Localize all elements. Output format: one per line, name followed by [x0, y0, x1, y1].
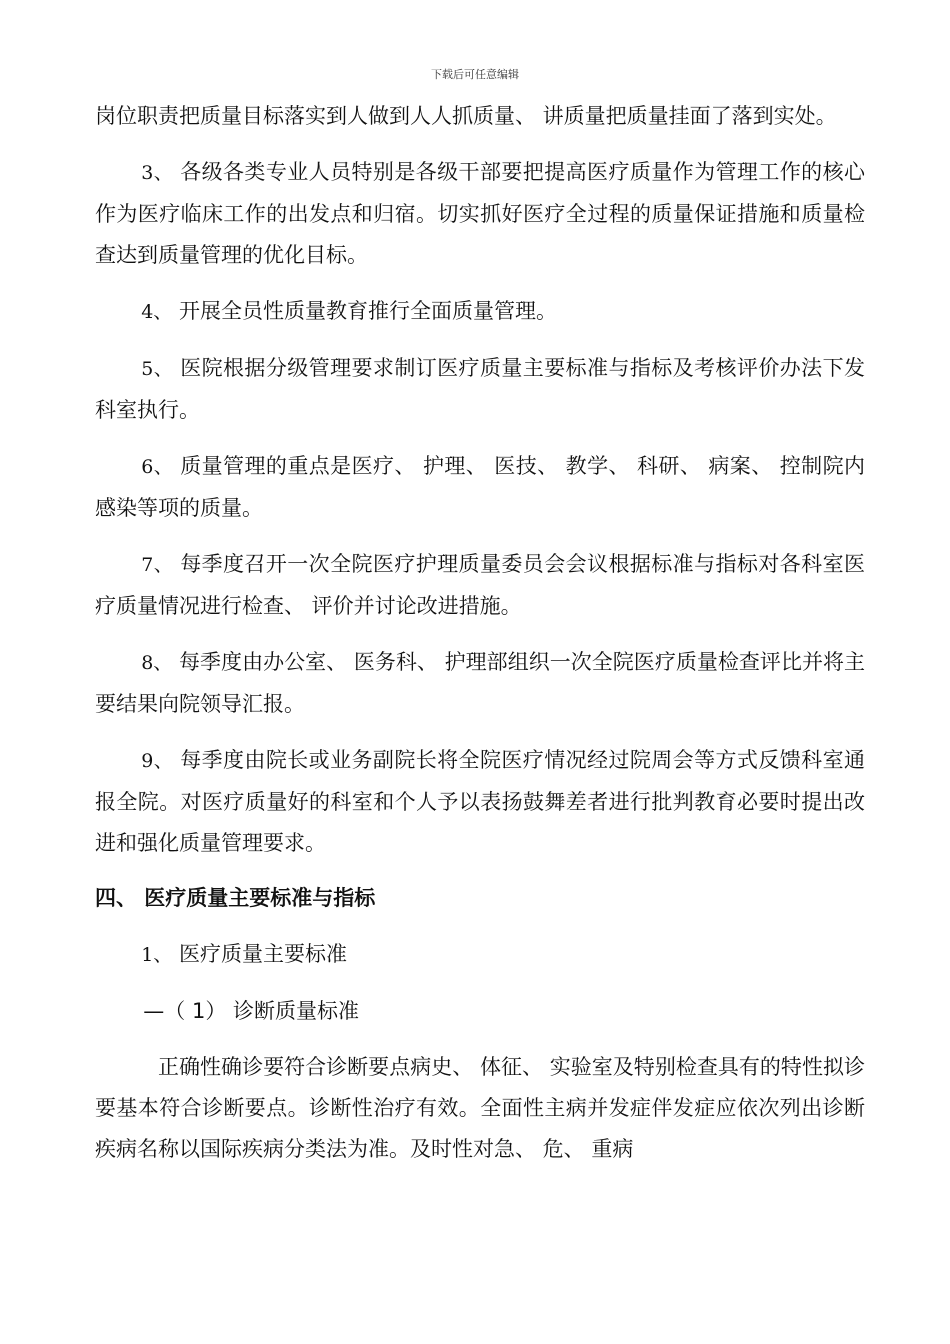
list-item-5: [95, 348, 865, 431]
subsection-heading: [95, 934, 865, 976]
list-number: 3、: [141, 162, 174, 184]
list-item-8: [95, 642, 865, 725]
document-body: [95, 96, 865, 1170]
page-header-note: 下载后可任意编辑: [431, 68, 519, 81]
list-item-3: [95, 152, 865, 276]
list-number: 8、: [141, 652, 173, 674]
list-item-text: 每季度由院长或业务副院长将全院医疗情况经过院周会等方式反馈科室通报全院。对医疗质量好的科室和个人予以表扬鼓舞差者进行批判教育必要时提出改进和强化质量管理要求。: [95, 748, 865, 855]
subsection-title: 医疗质量主要标准: [172, 942, 347, 966]
list-number: 7、: [141, 554, 174, 576]
list-number: 9、: [141, 750, 174, 772]
list-number: 4、: [141, 301, 173, 323]
section-heading: 四、 医疗质量主要标准与指标: [95, 886, 376, 910]
list-number: 1、: [141, 944, 173, 966]
list-number: 6、: [141, 456, 174, 478]
list-item-text: 开展全员性质量教育推行全面质量管理。: [172, 299, 557, 323]
list-item-6: [95, 446, 865, 529]
diagnosis-standard-paragraph: 正确性确诊要符合诊断要点病史、 体征、 实验室及特别检查具有的特性拟诊要基本符合诊断要点。诊断性治疗有效。全面性主病并发症伴发症应依次列出诊断疾病名称以国际疾病分类法为准。及时性对急、 危、 重病: [95, 1055, 865, 1161]
list-item-text: 每季度召开一次全院医疗护理质量委员会会议根据标准与指标对各科室医疗质量情况进行检查、 评价并讨论改进措施。: [95, 552, 865, 618]
paragraph-continuation: 岗位职责把质量目标落实到人做到人人抓质量、 讲质量把质量挂面了落到实处。: [95, 104, 837, 128]
list-number: 5、: [141, 358, 174, 380]
list-item-9: [95, 740, 865, 864]
list-item-text: 每季度由办公室、 医务科、 护理部组织一次全院医疗质量检查评比并将主要结果向院领导汇报。: [95, 650, 866, 716]
list-item-4: [95, 291, 865, 333]
list-item-text: 质量管理的重点是医疗、 护理、 医技、 教学、 科研、 病案、 控制院内感染等项的质量。: [95, 454, 865, 520]
sub-subsection-heading: —（ 1） 诊断质量标准: [143, 999, 360, 1023]
list-item-7: [95, 544, 865, 627]
list-item-text: 各级各类专业人员特别是各级干部要把提高医疗质量作为管理工作的核心作为医疗临床工作的出发点和归宿。切实抓好医疗全过程的质量保证措施和质量检查达到质量管理的优化目标。: [95, 160, 865, 267]
list-item-text: 医院根据分级管理要求制订医疗质量主要标准与指标及考核评价办法下发科室执行。: [95, 356, 865, 422]
